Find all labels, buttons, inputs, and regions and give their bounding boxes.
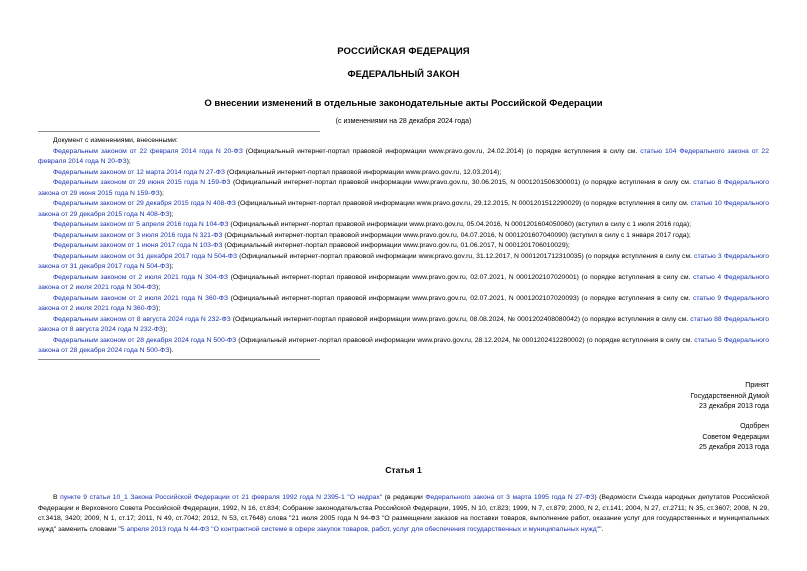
- amendment-source-text: (Официальный интернет-портал правовой информации www.pravo.gov.ru, 05.04.2016, N 0001201604050060) (вступил в силу с 1 июля 2016 года);: [228, 221, 692, 228]
- amendment-source-text: (Официальный интернет-портал правовой информации www.pravo.gov.ru, 29.12.2015, N 0001201512290029) (о порядке вступления в силу см.: [235, 200, 691, 207]
- amendment-article-link[interactable]: статью 8 Федерального закона от 29 июня 2015 года N 159-ФЗ: [38, 179, 769, 197]
- amendment-source-text: (Официальный интернет-портал правовой информации www.pravo.gov.ru, 31.12.2017, N 0001201712310035) (о порядке вступления в силу см.: [237, 252, 695, 260]
- amendment-item: [38, 168, 769, 179]
- amendment-tail: );: [156, 305, 161, 312]
- amendment-item: [38, 315, 769, 336]
- amendment-law-link[interactable]: Федеральным законом от 29 декабря 2015 года N 408-ФЗ: [53, 200, 236, 207]
- amendment-item: [38, 147, 769, 168]
- adopted-date: 23 декабря 2013 года: [698, 403, 769, 410]
- amendment-source-text: (Официальный интернет-портал правовой информации www.pravo.gov.ru, 28.12.2024, № 0001202412280002) (о порядке вступления в силу см.: [236, 336, 695, 344]
- law-44fz-link[interactable]: 5 апреля 2013 года N 44-ФЗ "О контрактной системе в сфере закупок товаров, работ, услуг для обеспечения государственных и муниципальных нужд": [120, 525, 600, 533]
- amendment-article-link[interactable]: статью 104 Федерального закона от 22 февраля 2014 года N 20-ФЗ: [38, 147, 769, 165]
- amendment-law-link[interactable]: Федеральным законом от 12 марта 2014 года N 27-ФЗ: [53, 168, 225, 176]
- approved-label: Одобрен: [740, 423, 769, 430]
- amendment-source-text: (Официальный интернет-портал правовой информации www.pravo.gov.ru, 01.06.2017, N 0001201706010029);: [222, 242, 570, 249]
- amendment-law-link[interactable]: Федеральным законом от 1 июня 2017 года N 103-ФЗ: [53, 242, 223, 249]
- amendment-item: [38, 231, 769, 242]
- changes-list: [38, 136, 769, 357]
- amendment-tail: );: [169, 263, 174, 270]
- amendment-tail: ).: [169, 347, 174, 354]
- amendment-item: [38, 336, 769, 357]
- amendment-law-link[interactable]: Федеральным законом от 2 июля 2021 года N 360-ФЗ: [53, 294, 228, 302]
- article-paragraph: [38, 493, 769, 535]
- amendment-law-link[interactable]: Федеральным законом от 22 февраля 2014 года N 20-ФЗ: [53, 147, 243, 155]
- amendment-article-link[interactable]: статью 9 Федерального закона от 2 июля 2021 года N 360-ФЗ: [38, 294, 769, 312]
- approved-date: 25 декабря 2013 года: [698, 444, 769, 451]
- amendment-item: [38, 241, 769, 252]
- amendment-tail: );: [156, 284, 161, 291]
- amendment-source-text: (Официальный интернет-портал правовой информации www.pravo.gov.ru, 24.02.2014) (о порядке вступления в силу см.: [242, 147, 641, 155]
- adopted-body: Государственной Думой: [690, 392, 769, 400]
- amendment-law-link[interactable]: Федеральным законом от 29 июня 2015 года N 159-ФЗ: [53, 179, 231, 186]
- amendment-article-link[interactable]: статью 3 Федерального закона от 31 декабря 2017 года N 504-ФЗ: [38, 252, 769, 270]
- amendment-item: [38, 252, 769, 273]
- country-heading: РОССИЙСКАЯ ФЕДЕРАЦИЯ: [337, 46, 470, 57]
- amendment-item: [38, 294, 769, 315]
- bottom-divider: [38, 359, 320, 360]
- law-27fz-link[interactable]: Федерального закона от 3 марта 1995 года N 27-ФЗ: [425, 494, 595, 501]
- amendment-law-link[interactable]: Федеральным законом от 3 июля 2016 года N 321-ФЗ: [53, 231, 223, 239]
- paragraph-text-2: ) (Ведомости Съезда народных депутатов Российской Федерации и Верховного Совета Российской Федерации, 1992, N 16, ст.834; Собрание законодательства Российской Федерации, 1995, N 10, ст.823; 1999, N 7, ст.879; 2000, N 2, ст.141; 2004, N 27, ст.2711; N 35, ст.3607; 2008, N 29, ст.3418, 3420; 2009, N 1, ст.17; 2011, N 49, ст.7042; 2012, N 53, ст.7648) слова "21 июля 2005 года N 94-ФЗ "О размещении заказов на поставки товаров, выполнение работ, оказание услуг для государственных и муниципальных нужд" заменить словами ": [38, 494, 769, 533]
- amendment-article-link[interactable]: статью 5 Федерального закона от 28 декабря 2024 года N 500-ФЗ: [38, 336, 769, 354]
- amendment-law-link[interactable]: Федеральным законом от 28 декабря 2024 года N 500-ФЗ: [53, 336, 237, 344]
- amendment-law-link[interactable]: Федеральным законом от 2 июля 2021 года N 304-ФЗ: [53, 273, 228, 281]
- amendment-item: [38, 199, 769, 220]
- amendment-article-link[interactable]: статью 10 Федерального закона от 29 декабря 2015 года N 408-ФЗ: [38, 200, 769, 218]
- amendment-source-text: (Официальный интернет-портал правовой информации www.pravo.gov.ru, 02.07.2021, N 0001202107020001) (о порядке вступления в силу см.: [228, 273, 693, 281]
- amendment-item: [38, 178, 769, 199]
- amendment-source-text: (Официальный интернет-портал правовой информации www.pravo.gov.ru, 08.08.2024, № 0001202408080042) (о порядке вступления в силу см.: [230, 315, 691, 323]
- adopted-label: Принят: [745, 382, 769, 389]
- changes-items: [38, 147, 769, 357]
- amendment-source-text: (Официальный интернет-портал правовой информации www.pravo.gov.ru, 02.07.2021, N 0001202107020093) (о порядке вступления в силу см.: [228, 294, 693, 302]
- amendment-law-link[interactable]: Федеральным законом от 8 августа 2024 года N 232-ФЗ: [53, 315, 231, 323]
- article-heading: Статья 1: [385, 465, 422, 475]
- top-divider: [38, 131, 320, 132]
- paragraph-end: ".: [599, 525, 604, 533]
- amendment-article-link[interactable]: статью 4 Федерального закона от 2 июля 2021 года N 304-ФЗ: [38, 273, 769, 291]
- amendment-article-link[interactable]: статью 88 Федерального закона от 8 августа 2024 года N 232-ФЗ: [38, 315, 769, 333]
- amendment-item: [38, 220, 769, 231]
- adopted-block: [690, 381, 769, 413]
- amendment-item: [38, 273, 769, 294]
- amendment-tail: );: [169, 210, 174, 218]
- approved-block: [699, 422, 769, 454]
- amendment-tail: );: [159, 189, 164, 197]
- amendment-law-link[interactable]: Федеральным законом от 5 апреля 2016 года N 104-ФЗ: [53, 221, 229, 228]
- amendment-source-text: (Официальный интернет-портал правовой информации www.pravo.gov.ru, 12.03.2014);: [225, 168, 502, 176]
- subsoil-law-link[interactable]: пункте 9 статьи 10_1 Закона Российской Федерации от 21 февраля 1992 года N 2395-1 "О недрах": [60, 494, 383, 501]
- paragraph-prefix: В: [53, 494, 61, 501]
- approved-body: Советом Федерации: [702, 433, 769, 441]
- amendment-tail: );: [126, 158, 131, 165]
- amendment-source-text: (Официальный интернет-портал правовой информации www.pravo.gov.ru, 30.06.2015, N 0001201506300001) (о порядке вступления в силу см.: [230, 179, 694, 186]
- amendment-source-text: (Официальный интернет-портал правовой информации www.pravo.gov.ru, 04.07.2016, N 0001201607040090) (вступил в силу с 1 января 2017 года);: [222, 231, 691, 239]
- changes-intro: Документ с изменениями, внесенными:: [53, 137, 178, 144]
- amendment-law-link[interactable]: Федеральным законом от 31 декабря 2017 года N 504-ФЗ: [53, 252, 238, 260]
- amendment-tail: );: [163, 326, 168, 333]
- law-title: О внесении изменений в отдельные законодательные акты Российской Федерации: [204, 98, 603, 109]
- paragraph-text-1: (в редакции: [382, 494, 426, 501]
- doc-type-heading: ФЕДЕРАЛЬНЫЙ ЗАКОН: [347, 69, 460, 80]
- law-subtitle: (с изменениями на 28 декабря 2024 года): [335, 118, 472, 125]
